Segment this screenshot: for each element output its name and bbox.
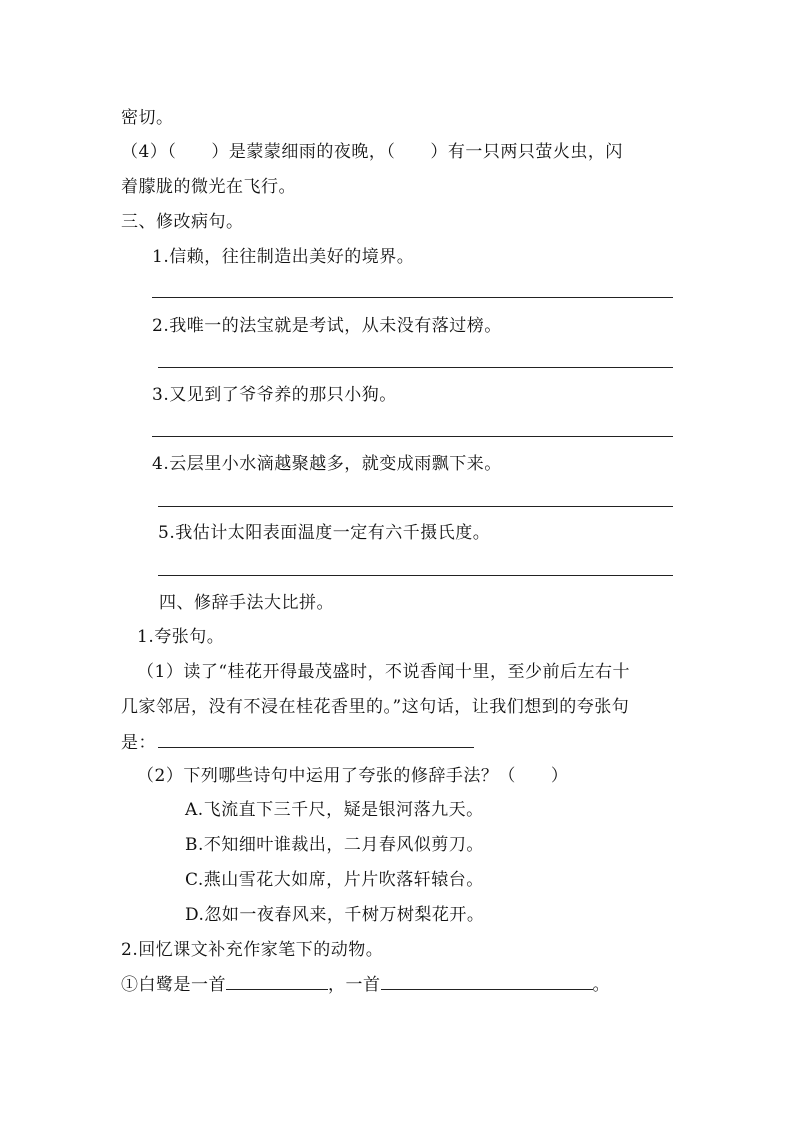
part-1-q1-line-3	[121, 731, 474, 754]
answer-line-4[interactable]	[158, 506, 673, 507]
answer-line-1[interactable]	[152, 297, 673, 298]
part-1-q2: （2）下列哪些诗句中运用了夸张的修辞手法？（ ）	[137, 766, 569, 786]
part-2-text-a: ①白鹭是一首	[121, 975, 226, 995]
answer-line-5[interactable]	[158, 575, 673, 576]
continued-text: 密切。	[121, 108, 174, 128]
part-1-q1-label: 是：	[121, 733, 156, 753]
option-a: A.飞流直下三千尺，疑是银河落九天。	[185, 800, 484, 820]
answer-line-2[interactable]	[158, 367, 673, 368]
option-b: B.不知细叶谁裁出，二月春风似剪刀。	[185, 835, 484, 855]
part-2-line-1	[121, 973, 610, 996]
question-4-line-1: （4）（ ）是蒙蒙细雨的夜晚，（ ）有一只两只萤火虫，闪	[121, 142, 623, 162]
part-1-title: 1.夸张句。	[137, 627, 225, 647]
section-3-title: 三、修改病句。	[121, 212, 244, 232]
option-c: C.燕山雪花大如席，片片吹落轩辕台。	[185, 870, 484, 890]
egret-blank-1[interactable]	[226, 973, 328, 990]
option-d: D.忽如一夜春风来，千树万树梨花开。	[185, 905, 485, 925]
part-1-q1-line-1: （1）读了“桂花开得最茂盛时，不说香闻十里，至少前后左右十	[137, 662, 631, 682]
part-2-text-c: 。	[592, 975, 610, 995]
sentence-4: 4.云层里小水滴越聚越多，就变成雨飘下来。	[152, 454, 502, 474]
part-2-title: 2.回忆课文补充作家笔下的动物。	[121, 940, 384, 960]
sentence-5: 5.我估计太阳表面温度一定有六千摄氏度。	[158, 523, 491, 543]
answer-line-3[interactable]	[152, 436, 673, 437]
section-4-title: 四、修辞手法大比拼。	[159, 593, 334, 613]
egret-blank-2[interactable]	[381, 973, 593, 990]
question-4-line-2: 着朦胧的微光在飞行。	[121, 177, 296, 197]
exaggeration-answer-blank[interactable]	[158, 731, 474, 748]
sentence-2: 2.我唯一的法宝就是考试，从未没有落过榜。	[152, 316, 502, 336]
sentence-3: 3.又见到了爷爷养的那只小狗。	[152, 385, 397, 405]
part-1-q1-line-2: 几家邻居，没有不浸在桂花香里的。”这句话，让我们想到的夸张句	[121, 697, 630, 717]
part-2-text-b: ，一首	[328, 975, 381, 995]
sentence-1: 1.信赖，往往制造出美好的境界。	[152, 247, 415, 267]
